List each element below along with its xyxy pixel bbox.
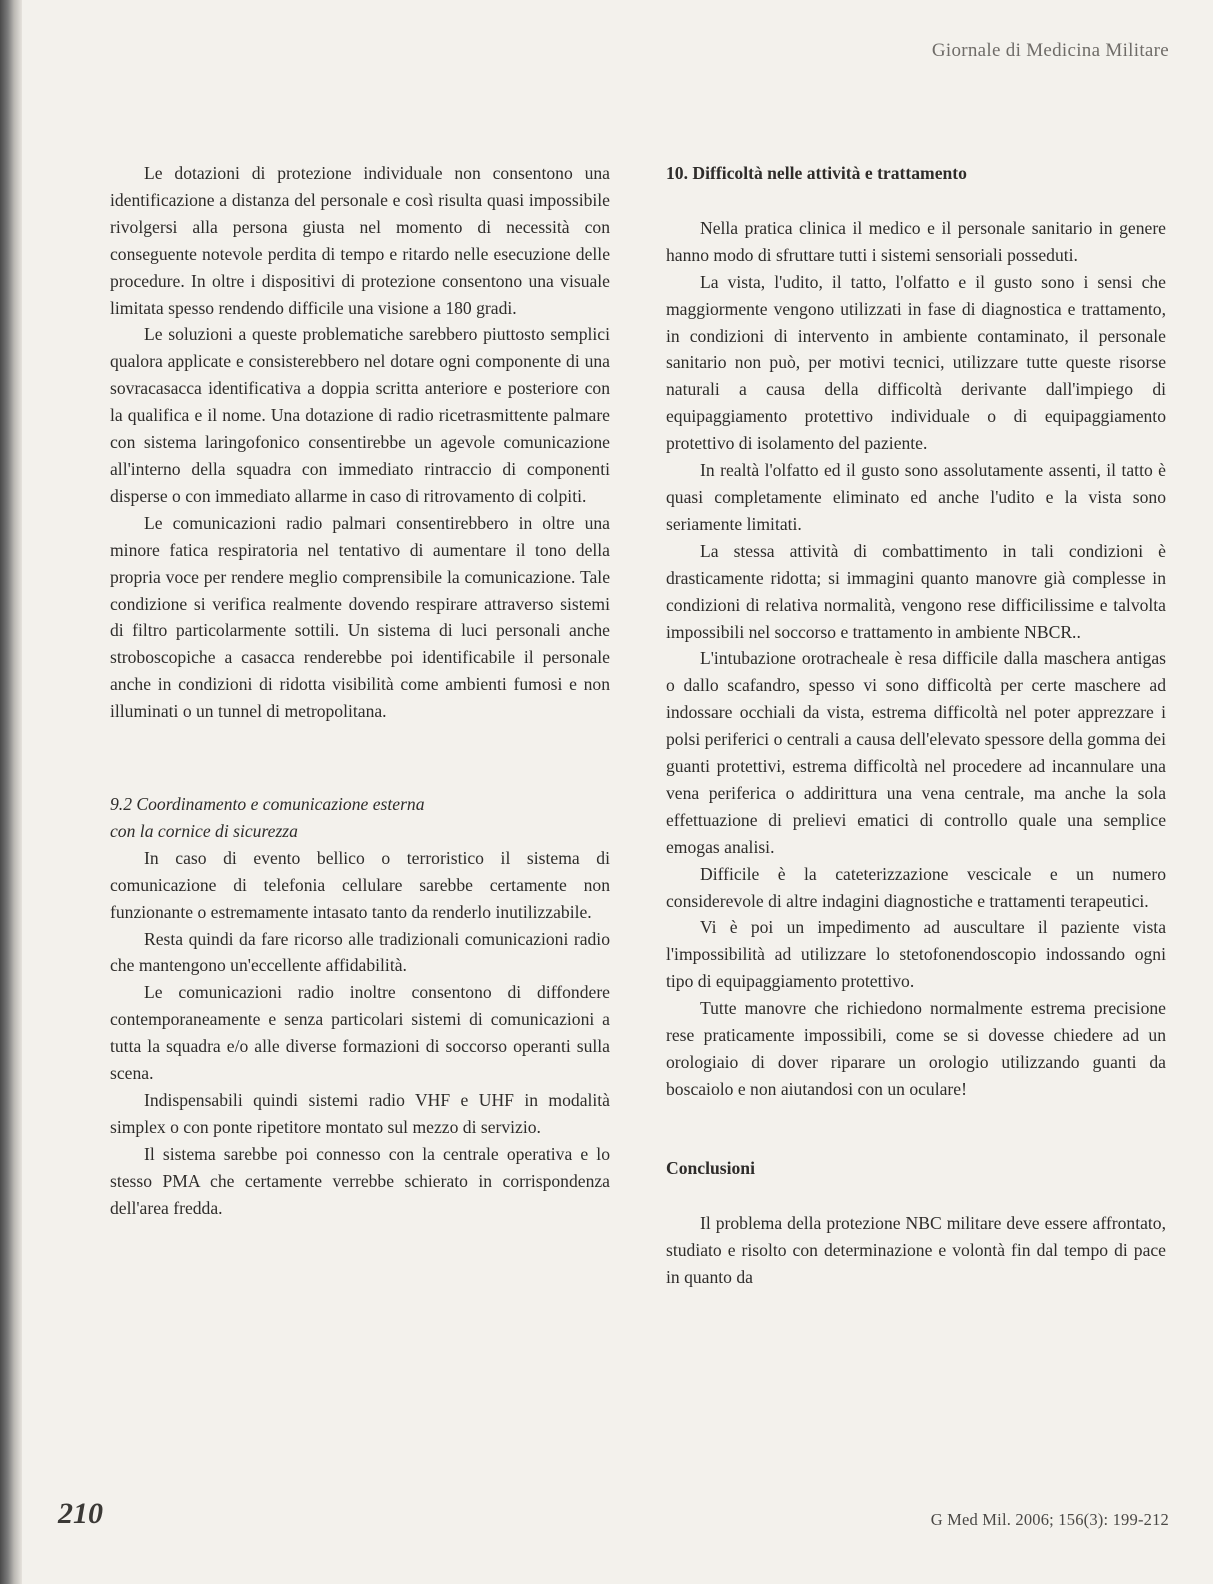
- paragraph: L'intubazione orotracheale è resa difficile dalla maschera antigas o dallo scafandro, spesso vi sono difficoltà per certe maschere ad indossare occhiali da vista, estrema difficoltà nel poter apprezzare i polsi periferici o centrali a causa dell'elevato spessore della gomma dei guanti protettivi, estrema difficoltà nel procedere ad incannulare una vena periferica o addirittura una vena centrale, ma anche la sola effettuazione di prelievi ematici di controllo quale una semplice emogas analisi.: [666, 648, 1166, 857]
- section-spacer: [666, 1182, 1166, 1210]
- section-spacer: [110, 725, 610, 791]
- paragraph: Le dotazioni di protezione individuale non consentono una identificazione a distanza del personale e così risulta quasi impossibile rivolgersi alla persona giusta nel momento di necessità con conseguente notevole perdita di tempo e ritardo nelle esecuzione delle procedure. In oltre i dispositivi di protezione consentono una visuale limitata spesso rendendo difficile una visione a 180 gradi.: [110, 163, 610, 318]
- paragraph: Difficile è la cateterizzazione vescicale e un numero considerevole di altre indagini diagnostiche e trattamenti terapeutici.: [666, 863, 1166, 911]
- paragraph: Indispensabili quindi sistemi radio VHF e UHF in modalità simplex o con ponte ripetitore montato sul mezzo di servizio.: [110, 1090, 610, 1137]
- paragraph: La vista, l'udito, il tatto, l'olfatto e il gusto sono i sensi che maggiormente vengono utilizzati in fase di diagnostica e trattamento, in condizioni di intervento in ambiente contaminato, il personale sanitario non può, per motivi tecnici, utilizzare tutte queste risorse naturali a causa della difficoltà derivante dall'impiego di equipaggiamento protettivo individuale o di equipaggiamento protettivo di isolamento del paziente.: [666, 271, 1166, 454]
- journal-citation: G Med Mil. 2006; 156(3): 199-212: [930, 1510, 1169, 1529]
- paragraph: Resta quindi da fare ricorso alle tradizionali comunicazioni radio che mantengono un'eccellente affidabilità.: [110, 928, 610, 976]
- subsection-heading-line2: con la cornice di sicurezza: [110, 820, 298, 841]
- paragraph: Il problema della protezione NBC militare deve essere affrontato, studiato e risolto con determinazione e volontà fin dal tempo di pace in quanto da: [666, 1212, 1166, 1287]
- paragraph: Le comunicazioni radio inoltre consentono di diffondere contemporaneamente e senza particolari sistemi di comunicazioni a tutta la squadra e/o alle diverse formazioni di soccorso operanti sulla scena.: [110, 982, 610, 1084]
- paragraph: Le soluzioni a queste problematiche sarebbero piuttosto semplici qualora applicate e consisterebbero nel dotare ogni componente di una sovracasacca identificativa a doppia scritta anteriore e posteriore con la qualifica e il nome. Una dotazione di radio ricetrasmittente palmare con sistema laringofonico consentirebbe un agevole comunicazione all'interno della squadra con immediato rintraccio di componenti disperse o con immediato allarme in caso di ritrovamento di colpiti.: [110, 324, 610, 506]
- left-column: [110, 160, 610, 1222]
- conclusions-heading: Conclusioni: [666, 1157, 755, 1178]
- section-spacer: [666, 187, 1166, 215]
- subsection-heading-line1: 9.2 Coordinamento e comunicazione esterna: [110, 794, 425, 815]
- paragraph: Vi è poi un impedimento ad auscultare il paziente vista l'impossibilità ad utilizzare lo stetofonendoscopio indossando ogni tipo di equipaggiamento protettivo.: [666, 917, 1166, 992]
- paragraph: Il sistema sarebbe poi connesso con la centrale operativa e lo stesso PMA che certamente verrebbe schierato in corrispondenza dell'area fredda.: [110, 1143, 610, 1218]
- journal-header: Giornale di Medicina Militare: [931, 40, 1169, 61]
- section-heading: 10. Difficoltà nelle attività e trattamento: [666, 163, 967, 183]
- paragraph: In realtà l'olfatto ed il gusto sono assolutamente assenti, il tatto è quasi completamente eliminato ed anche l'udito e la vista sono seriamente limitati.: [666, 460, 1166, 534]
- paragraph: Le comunicazioni radio palmari consentirebbero in oltre una minore fatica respiratoria nel tentativo di aumentare il tono della propria voce per rendere meglio comprensibile la comunicazione. Tale condizione si verifica realmente dovendo respirare attraverso sistemi di filtro particolarmente sottili. Un sistema di luci personali anche stroboscopiche a casacca renderebbe poi identificabile il personale anche in condizioni di ridotta visibilità come ambienti fumosi e non illuminati o un tunnel di metropolitana.: [110, 512, 610, 722]
- paragraph: Nella pratica clinica il medico e il personale sanitario in genere hanno modo di sfruttare tutti i sistemi sensoriali posseduti.: [666, 217, 1166, 265]
- page-binding-edge: [0, 0, 22, 1584]
- section-spacer: [666, 1103, 1166, 1155]
- paragraph: In caso di evento bellico o terroristico il sistema di comunicazione di telefonia cellulare sarebbe certamente non funzionante o estremamente intasato tanto da renderlo inutilizzabile.: [110, 847, 610, 922]
- page-number: 210: [58, 1497, 103, 1530]
- paragraph: La stessa attività di combattimento in tali condizioni è drasticamente ridotta; si immagini quanto manovre già complesse in condizioni di relativa normalità, vengono rese difficilissime e talvolta impossibili nel soccorso e trattamento in ambiente NBCR..: [666, 540, 1166, 642]
- right-column: [666, 160, 1166, 1290]
- paragraph: Tutte manovre che richiedono normalmente estrema precisione rese praticamente impossibili, come se si dovesse chiedere ad un orologiaio di dover riparare un orologio utilizzando guanti da boscaiolo e non aiutandosi con un oculare!: [666, 998, 1166, 1099]
